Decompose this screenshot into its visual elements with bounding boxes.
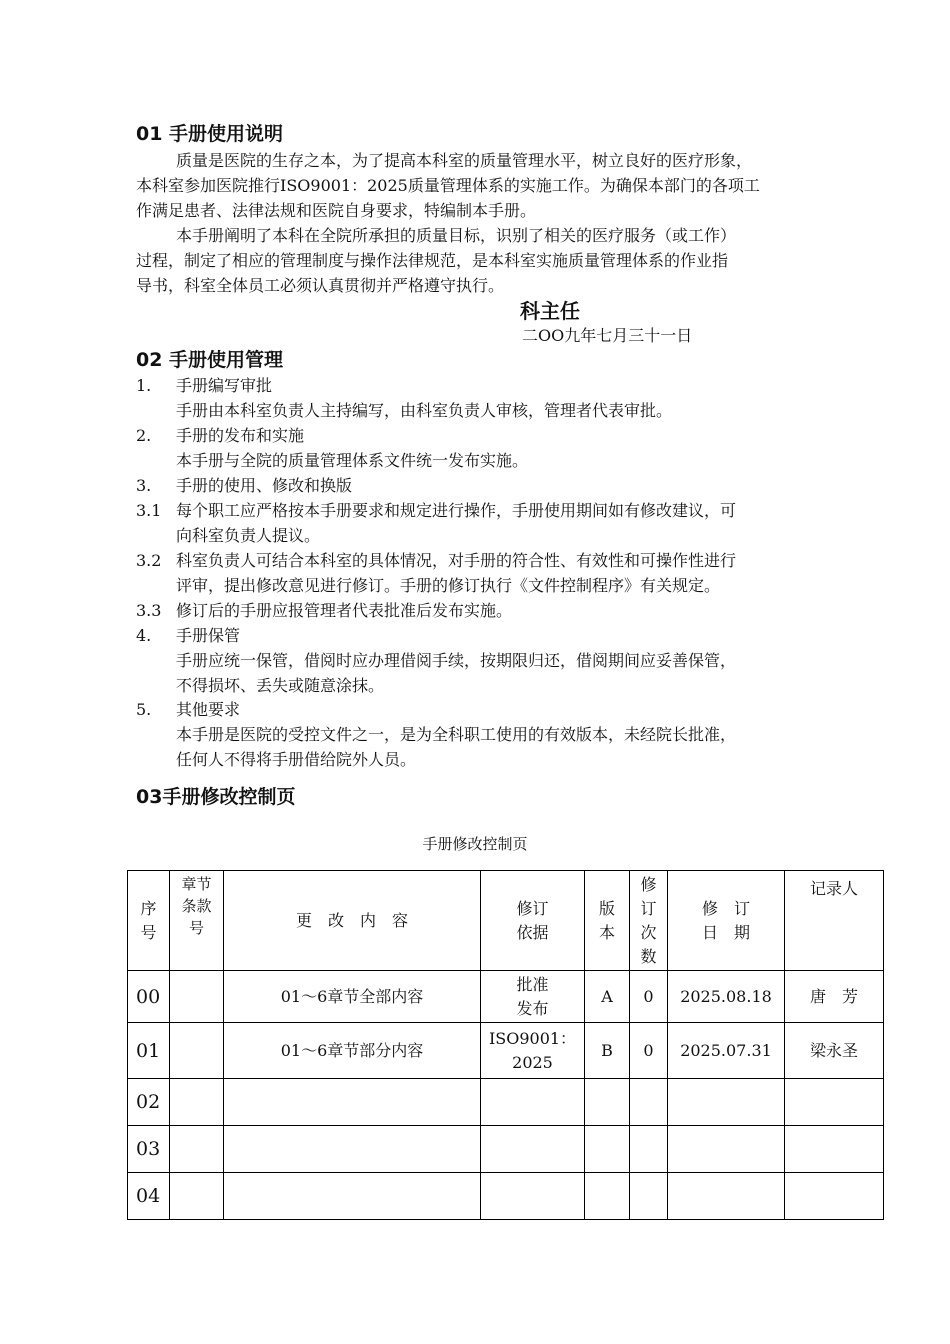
cell-version: B: [585, 1023, 630, 1079]
cell-basis: ISO9001： 2025: [481, 1023, 585, 1079]
item-title: 其他要求: [176, 700, 241, 719]
cell-recorder: [785, 1126, 884, 1173]
revision-control-table: [127, 870, 884, 1220]
item-body: 本手册是医院的受控文件之一，是为全科职工使用的有效版本，未经院长批准，: [176, 725, 737, 744]
cell-seq: 03: [128, 1126, 170, 1173]
table-header-row: [128, 871, 884, 971]
table-row: [128, 971, 884, 1023]
cell-date: [668, 1173, 785, 1220]
cell-seq: 04: [128, 1173, 170, 1220]
cell-content: 01～6章节全部内容: [224, 971, 481, 1023]
section1-para1-line3: 作满足患者、法律法规和医院自身要求，特编制本手册。: [136, 201, 537, 220]
item-body: 不得损坏、丢失或随意涂抹。: [176, 676, 385, 695]
cell-version: [585, 1079, 630, 1126]
item-title: 手册的使用、修改和换版: [176, 476, 353, 495]
cell-times: [630, 1079, 668, 1126]
cell-content: [224, 1079, 481, 1126]
cell-basis: [481, 1173, 585, 1220]
cell-clause: [170, 1173, 224, 1220]
item-title: 修订后的手册应报管理者代表批准后发布实施。: [176, 601, 513, 620]
section1-para1-line2: 本科室参加医院推行ISO9001：2025质量管理体系的实施工作。为确保本部门的各项工: [136, 176, 760, 195]
cell-times: [630, 1126, 668, 1173]
header-seq: 序 号: [128, 871, 170, 971]
cell-version: [585, 1173, 630, 1220]
item-title: 手册编写审批: [176, 376, 273, 395]
cell-seq: 00: [128, 971, 170, 1023]
section1-para2-line2: 过程，制定了相应的管理制度与操作法律规范，是本科室实施质量管理体系的作业指: [136, 251, 729, 270]
item-number: 1.: [136, 376, 152, 395]
cell-recorder: 梁永圣: [785, 1023, 884, 1079]
header-content: 更 改 内 容: [224, 871, 481, 971]
item-number: 3.3: [136, 601, 162, 620]
cell-date: 2025.07.31: [668, 1023, 785, 1079]
cell-times: [630, 1173, 668, 1220]
item-number: 4.: [136, 626, 152, 645]
signature-date: 二OO九年七月三十一日: [522, 326, 693, 345]
item-body: 向科室负责人提议。: [176, 526, 321, 545]
table-row: [128, 1023, 884, 1079]
item-title: 手册保管: [176, 626, 241, 645]
cell-recorder: [785, 1079, 884, 1126]
section1-para2-line1: 本手册阐明了本科在全院所承担的质量目标，识别了相关的医疗服务（或工作）: [176, 226, 737, 245]
table-row: [128, 1173, 884, 1220]
cell-times: 0: [630, 1023, 668, 1079]
cell-version: [585, 1126, 630, 1173]
cell-date: [668, 1126, 785, 1173]
header-clause: 章节 条款 号: [170, 871, 224, 971]
section3-heading: 03手册修改控制页: [136, 786, 296, 808]
table-row: [128, 1079, 884, 1126]
cell-seq: 02: [128, 1079, 170, 1126]
cell-content: 01～6章节部分内容: [224, 1023, 481, 1079]
section1-heading: 01 手册使用说明: [136, 123, 284, 145]
item-title: 科室负责人可结合本科室的具体情况，对手册的符合性、有效性和可操作性进行: [176, 551, 737, 570]
table-caption: 手册修改控制页: [422, 835, 528, 853]
item-number: 3.2: [136, 551, 162, 570]
item-body: 评审，提出修改意见进行修订。手册的修订执行《文件控制程序》有关规定。: [176, 576, 721, 595]
section1-para2-line3: 导书，科室全体员工必须认真贯彻并严格遵守执行。: [136, 276, 505, 295]
item-number: 5.: [136, 700, 152, 719]
cell-clause: [170, 1079, 224, 1126]
cell-date: [668, 1079, 785, 1126]
cell-recorder: [785, 1173, 884, 1220]
item-title: 每个职工应严格按本手册要求和规定进行操作，手册使用期间如有修改建议，可: [176, 501, 737, 520]
cell-version: A: [585, 971, 630, 1023]
cell-seq: 01: [128, 1023, 170, 1079]
cell-times: 0: [630, 971, 668, 1023]
header-version: 版 本: [585, 871, 630, 971]
table-row: [128, 1126, 884, 1173]
cell-basis: [481, 1126, 585, 1173]
cell-clause: [170, 1126, 224, 1173]
header-basis: 修订 依据: [481, 871, 585, 971]
item-body: 任何人不得将手册借给院外人员。: [176, 750, 417, 769]
cell-basis: 批准 发布: [481, 971, 585, 1023]
cell-content: [224, 1173, 481, 1220]
item-number: 3.: [136, 476, 152, 495]
section1-para1-line1: 质量是医院的生存之本，为了提高本科室的质量管理水平，树立良好的医疗形象，: [176, 151, 753, 170]
item-body: 本手册与全院的质量管理体系文件统一发布实施。: [176, 451, 529, 470]
cell-content: [224, 1126, 481, 1173]
header-recorder: 记录人: [785, 871, 884, 971]
item-number: 3.1: [136, 501, 162, 520]
section2-heading: 02 手册使用管理: [136, 349, 284, 371]
header-date: 修 订 日 期: [668, 871, 785, 971]
cell-date: 2025.08.18: [668, 971, 785, 1023]
item-body: 手册应统一保管，借阅时应办理借阅手续，按期限归还，借阅期间应妥善保管，: [176, 651, 737, 670]
item-number: 2.: [136, 426, 152, 445]
header-times: 修 订 次 数: [630, 871, 668, 971]
cell-recorder: 唐 芳: [785, 971, 884, 1023]
signature-title: 科主任: [520, 299, 580, 323]
item-title: 手册的发布和实施: [176, 426, 305, 445]
item-body: 手册由本科室负责人主持编写，由科室负责人审核，管理者代表审批。: [176, 401, 673, 420]
cell-clause: [170, 1023, 224, 1079]
cell-clause: [170, 971, 224, 1023]
cell-basis: [481, 1079, 585, 1126]
